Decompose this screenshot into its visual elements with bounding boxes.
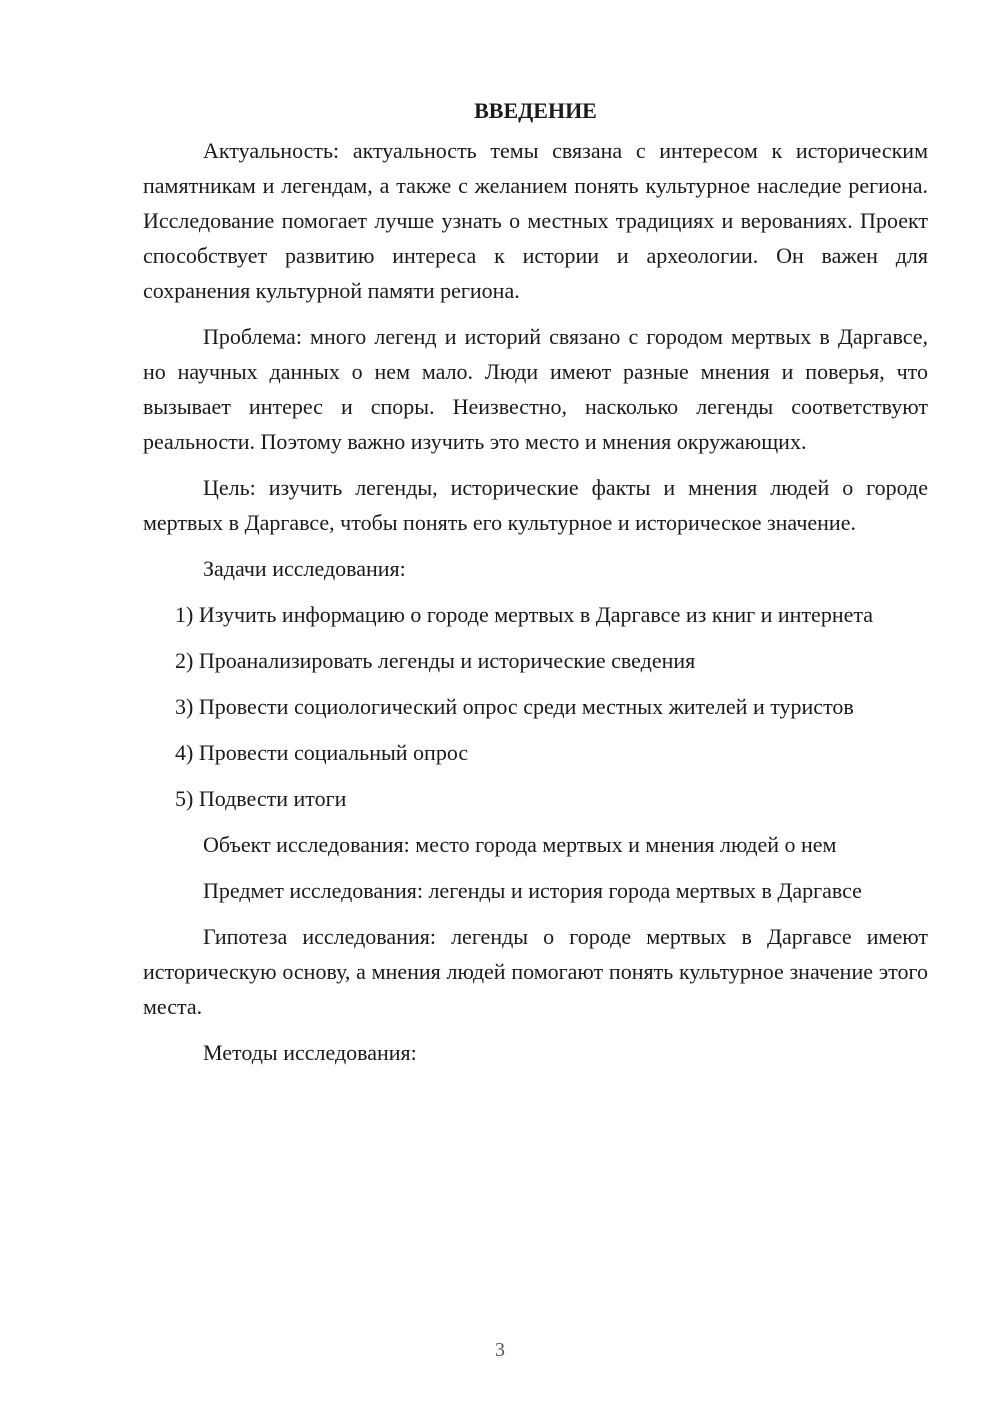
methods-heading: Методы исследования: [203, 1040, 417, 1065]
hypothesis-paragraph: Гипотеза исследования: легенды о городе мертвых в Даргавсе имеют историческую основу, а мнения людей помогают понять культурное значение этого места. [143, 924, 928, 1019]
task-item-1: 1) Изучить информацию о городе мертвых в Даргавсе из книг и интернета [175, 602, 874, 627]
task-item-5: 5) Подвести итоги [175, 786, 347, 811]
tasks-heading: Задачи исследования: [203, 556, 406, 581]
task-item-4: 4) Провести социальный опрос [175, 740, 469, 765]
tasks-list [143, 597, 928, 816]
task-item-3: 3) Провести социологический опрос среди местных жителей и туристов [175, 694, 854, 719]
goal-paragraph: Цель: изучить легенды, исторические факты и мнения людей о городе мертвых в Даргавсе, чтобы понять его культурное и историческое значение. [143, 475, 928, 535]
subject-paragraph: Предмет исследования: легенды и история города мертвых в Даргавсе [203, 878, 862, 903]
section-title: ВВЕДЕНИЕ [474, 98, 597, 123]
relevance-paragraph: Актуальность: актуальность темы связана с интересом к историческим памятникам и легендам, а также с желанием понять культурное наследие региона. Исследование помогает лучше узнать о местных традициях и верованиях. Проект способствует развитию интереса к истории и археологии. Он важен для сохранения культурной памяти региона. [143, 138, 928, 303]
page-number: 3 [495, 1339, 505, 1361]
task-item-2: 2) Проанализировать легенды и исторические сведения [175, 648, 696, 673]
object-paragraph: Объект исследования: место города мертвых и мнения людей о нем [203, 832, 837, 857]
page-content [143, 93, 928, 1081]
problem-paragraph: Проблема: много легенд и историй связано с городом мертвых в Даргавсе, но научных данных о нем мало. Люди имеют разные мнения и поверья, что вызывает интерес и споры. Неизвестно, насколько легенды соответствуют реальности. Поэтому важно изучить это место и мнения окружающих. [143, 324, 928, 454]
